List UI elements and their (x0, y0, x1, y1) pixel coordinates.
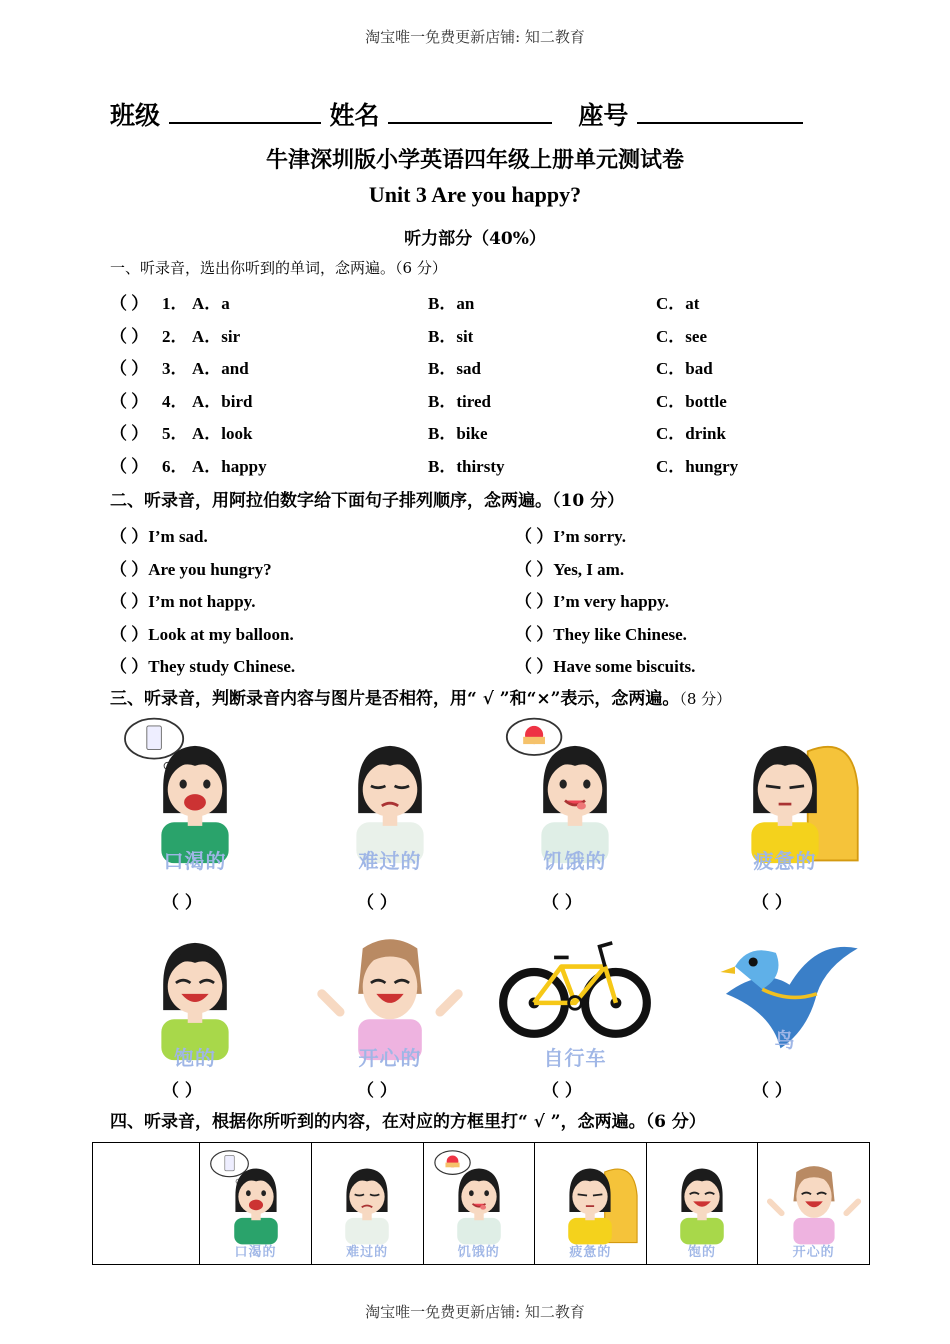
picture-card (700, 912, 870, 1077)
option-a: A．look (192, 424, 253, 444)
option-b: B．tired (428, 391, 491, 411)
judge-paren[interactable]: （ ） (752, 893, 792, 913)
grid-picture-cell[interactable] (646, 1143, 758, 1265)
sentence-row (515, 522, 626, 548)
answer-paren[interactable]: （ ） (110, 294, 149, 313)
judge-paren[interactable]: （ ） (542, 893, 582, 913)
picture-card (110, 715, 280, 880)
order-paren[interactable]: （ ） (110, 559, 149, 579)
option-b: B．sit (428, 326, 474, 346)
section4-heading: 四、听录音，根据你所听到的内容，在对应的方框里打“ √ ”，念两遍。（6 分） (110, 1112, 706, 1132)
seat-label: 座号 (578, 101, 629, 130)
grid-caption: 疲惫的 (569, 1245, 612, 1260)
order-paren[interactable]: （ ） (515, 559, 554, 579)
sentence-row (515, 652, 695, 678)
grid-picture-cell[interactable] (200, 1143, 312, 1265)
order-paren[interactable]: （ ） (515, 592, 554, 612)
order-paren[interactable]: （ ） (110, 657, 149, 677)
picture-card (700, 715, 870, 880)
option-c: C．at (656, 294, 700, 313)
question-row (110, 289, 830, 315)
picture-caption: 难过的 (358, 849, 422, 873)
sentence-text: Look at my balloon. (148, 624, 294, 644)
judge-paren[interactable]: （ ） (357, 1081, 397, 1101)
order-paren[interactable]: （ ） (515, 624, 554, 644)
picture-card (490, 715, 660, 880)
option-c: C．hungry (656, 457, 739, 476)
sentence-text: I’m very happy. (553, 592, 669, 612)
option-a: A．sir (192, 326, 241, 346)
question-number: 4． (162, 391, 188, 411)
sentence-text: I’m sorry. (553, 527, 626, 546)
grid-picture-cell[interactable] (423, 1143, 535, 1265)
judge-paren[interactable]: （ ） (357, 893, 397, 913)
grid-caption: 难过的 (346, 1245, 389, 1260)
option-c: C．bad (656, 359, 713, 379)
grid-caption: 饱的 (688, 1245, 717, 1260)
grid-picture-cell[interactable] (758, 1143, 870, 1265)
name-label: 姓名 (329, 101, 380, 130)
seat-blank[interactable] (637, 100, 803, 124)
paper-subtitle: Unit 3 Are you happy? (368, 182, 582, 207)
judge-paren[interactable]: （ ） (162, 1081, 202, 1101)
sentence-row (110, 620, 294, 646)
option-b: B．an (428, 294, 475, 313)
grid-empty-cell[interactable] (93, 1143, 200, 1265)
order-paren[interactable]: （ ） (515, 527, 554, 546)
class-label: 班级 (110, 101, 161, 130)
grid-caption: 口渴的 (234, 1245, 277, 1260)
question-row (110, 322, 830, 348)
judge-paren[interactable]: （ ） (162, 893, 202, 913)
option-a: A．happy (192, 457, 267, 476)
order-paren[interactable]: （ ） (110, 527, 149, 546)
question-number: 5． (162, 424, 188, 444)
answer-paren[interactable]: （ ） (110, 359, 149, 379)
grid-caption: 开心的 (792, 1245, 835, 1260)
grid-picture-cell[interactable] (535, 1143, 647, 1265)
section3-heading-text: 三、听录音，判断录音内容与图片是否相符，用“ √ ”和“×”表示，念两遍。 (110, 689, 680, 709)
option-a: A．a (192, 294, 230, 313)
picture-caption: 鸟 (774, 1028, 796, 1052)
option-a: A．and (192, 359, 249, 379)
answer-paren[interactable]: （ ） (110, 457, 149, 476)
judge-paren[interactable]: （ ） (542, 1081, 582, 1101)
grid-caption: 饥饿的 (457, 1245, 500, 1260)
picture-card (305, 715, 475, 880)
page-footer-note: 淘宝唯一免费更新店铺: 知二教育 (365, 1303, 585, 1321)
question-row (110, 387, 830, 413)
section3-points: （8 分） (679, 690, 732, 708)
option-c: C．bottle (656, 391, 727, 411)
answer-paren[interactable]: （ ） (110, 424, 149, 444)
option-b: B．sad (428, 359, 481, 379)
sentence-text: They like Chinese. (553, 624, 687, 644)
answer-paren[interactable]: （ ） (110, 391, 149, 411)
question-number: 6． (162, 457, 188, 476)
sentence-text: They study Chinese. (148, 657, 296, 677)
grid-picture-cell[interactable] (311, 1143, 423, 1265)
option-c: C．see (656, 326, 707, 346)
answer-grid (92, 1142, 870, 1265)
picture-caption: 饥饿的 (543, 849, 607, 873)
order-paren[interactable]: （ ） (110, 592, 149, 612)
picture-caption: 开心的 (358, 1046, 422, 1070)
sentence-text: Are you hungry? (148, 559, 272, 579)
option-a: A．bird (192, 391, 253, 411)
question-number: 1． (162, 294, 188, 313)
picture-caption: 自行车 (543, 1046, 607, 1070)
option-c: C．drink (656, 424, 726, 444)
question-row (110, 354, 830, 380)
section1-heading: 一、听录音，选出你听到的单词，念两遍。（6 分） (110, 259, 447, 277)
paper-title: 牛津深圳版小学英语四年级上册单元测试卷 (265, 147, 684, 173)
option-b: B．thirsty (428, 457, 505, 476)
picture-caption: 口渴的 (163, 849, 227, 873)
sentence-row (110, 555, 272, 581)
judge-paren[interactable]: （ ） (752, 1081, 792, 1101)
sentence-text: I’m sad. (148, 527, 208, 546)
name-blank[interactable] (388, 100, 552, 124)
answer-paren[interactable]: （ ） (110, 326, 149, 346)
question-number: 2． (162, 326, 188, 346)
order-paren[interactable]: （ ） (110, 624, 149, 644)
sentence-row (515, 587, 669, 613)
picture-caption: 疲惫的 (753, 849, 817, 873)
sentence-row (110, 587, 255, 613)
page-header-note: 淘宝唯一免费更新店铺: 知二教育 (365, 28, 585, 46)
sentence-row (110, 522, 208, 548)
section3-heading (110, 684, 731, 709)
picture-card (490, 912, 660, 1077)
picture-card (305, 912, 475, 1077)
picture-caption: 饱的 (174, 1046, 216, 1070)
sentence-row (515, 620, 687, 646)
option-b: B．bike (428, 424, 488, 444)
sentence-row (515, 555, 624, 581)
question-row (110, 419, 830, 445)
listening-title: 听力部分（40%） (404, 229, 546, 249)
sentence-text: I’m not happy. (148, 592, 256, 612)
sentence-text: Yes, I am. (553, 559, 625, 579)
question-number: 3． (162, 359, 188, 379)
student-info-line (110, 96, 803, 132)
picture-card (110, 912, 280, 1077)
class-blank[interactable] (169, 100, 321, 124)
section2-heading: 二、听录音，用阿拉伯数字给下面句子排列顺序，念两遍。（10 分） (110, 491, 625, 511)
order-paren[interactable]: （ ） (515, 657, 554, 677)
question-row (110, 452, 830, 478)
sentence-row (110, 652, 295, 678)
sentence-text: Have some biscuits. (553, 657, 696, 677)
